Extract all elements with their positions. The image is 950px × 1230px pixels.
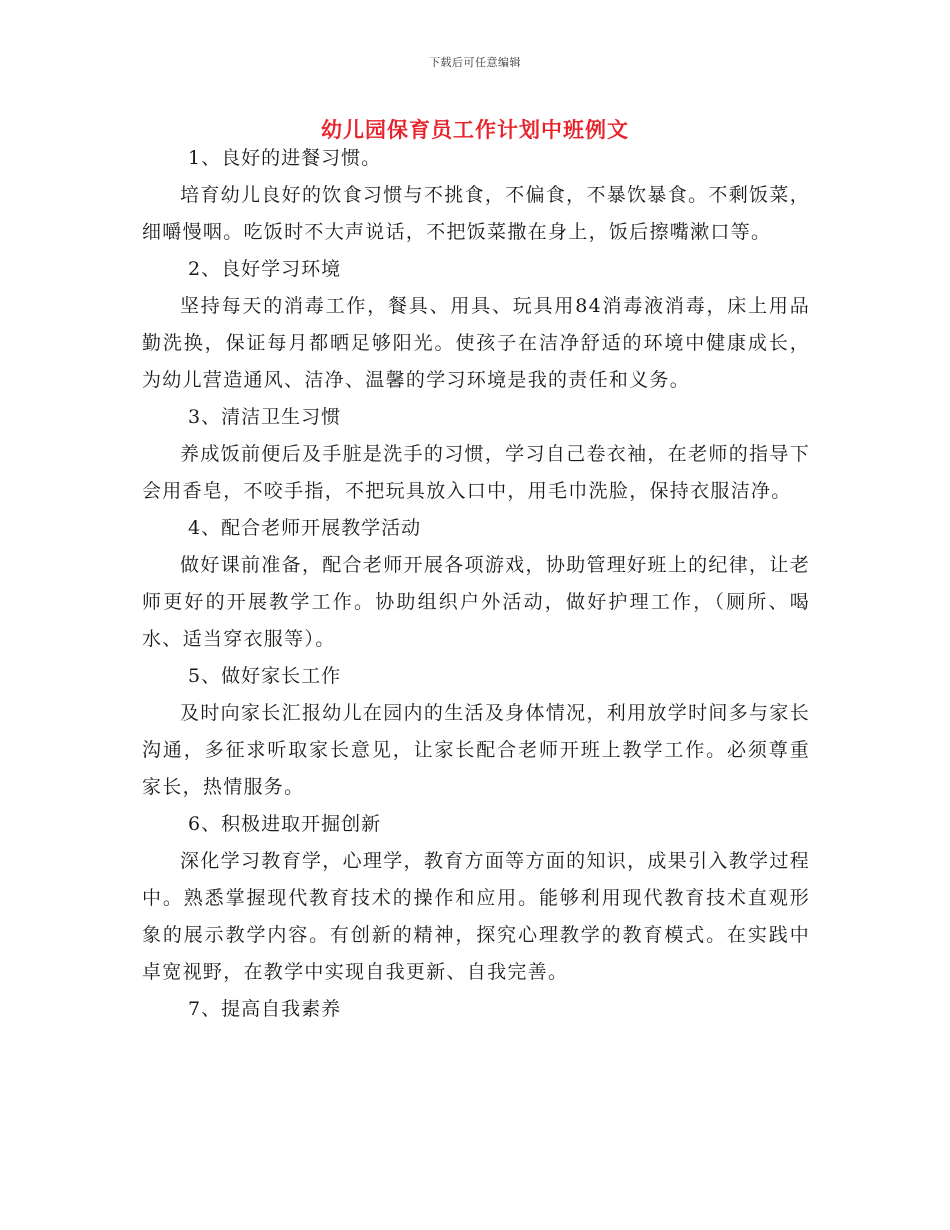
document-body [142, 140, 810, 1028]
section-body-2: 坚持每天的消毒工作，餐具、用具、玩具用84消毒液消毒，床上用品勤洗换，保证每月都晒足够阳光。使孩子在洁净舒适的环境中健康成长，为幼儿营造通风、洁净、温馨的学习环境是我的责任和义务。 [142, 295, 810, 391]
section-heading-6: 6、积极进取开掘创新 [188, 813, 382, 835]
section-body-5: 及时向家长汇报幼儿在园内的生活及身体情况，利用放学时间多与家长沟通，多征求听取家长意见，让家长配合老师开班上教学工作。必须尊重家长，热情服务。 [142, 702, 810, 798]
section-heading-3: 3、清洁卫生习惯 [188, 406, 342, 428]
document-title: 幼儿园保育员工作计划中班例文 [321, 117, 629, 142]
section-body-4: 做好课前准备，配合老师开展各项游戏，协助管理好班上的纪律，让老师更好的开展教学工作。协助组织户外活动，做好护理工作，（厕所、喝水、适当穿衣服等）。 [142, 554, 810, 650]
section-body-1: 培育幼儿良好的饮食习惯与不挑食，不偏食，不暴饮暴食。不剩饭菜，细嚼慢咽。吃饭时不大声说话，不把饭菜撒在身上，饭后擦嘴漱口等。 [142, 184, 810, 243]
section-body-6: 深化学习教育学，心理学，教育方面等方面的知识，成果引入教学过程中。熟悉掌握现代教育技术的操作和应用。能够利用现代教育技术直观形象的展示教学内容。有创新的精神，探究心理教学的教育模式。在实践中卓宽视野，在教学中实现自我更新、自我完善。 [142, 850, 810, 983]
section-heading-7: 7、提高自我素养 [188, 998, 342, 1020]
section-body-3: 养成饭前便后及手脏是洗手的习惯，学习自己卷衣袖，在老师的指导下会用香皂，不咬手指，不把玩具放入口中，用毛巾洗脸，保持衣服洁净。 [142, 443, 810, 502]
section-heading-1: 1、良好的进餐习惯。 [188, 147, 382, 169]
header-note: 下载后可任意编辑 [429, 56, 521, 69]
section-heading-4: 4、配合老师开展教学活动 [188, 517, 422, 539]
section-heading-2: 2、良好学习环境 [188, 258, 342, 280]
section-heading-5: 5、做好家长工作 [188, 665, 342, 687]
